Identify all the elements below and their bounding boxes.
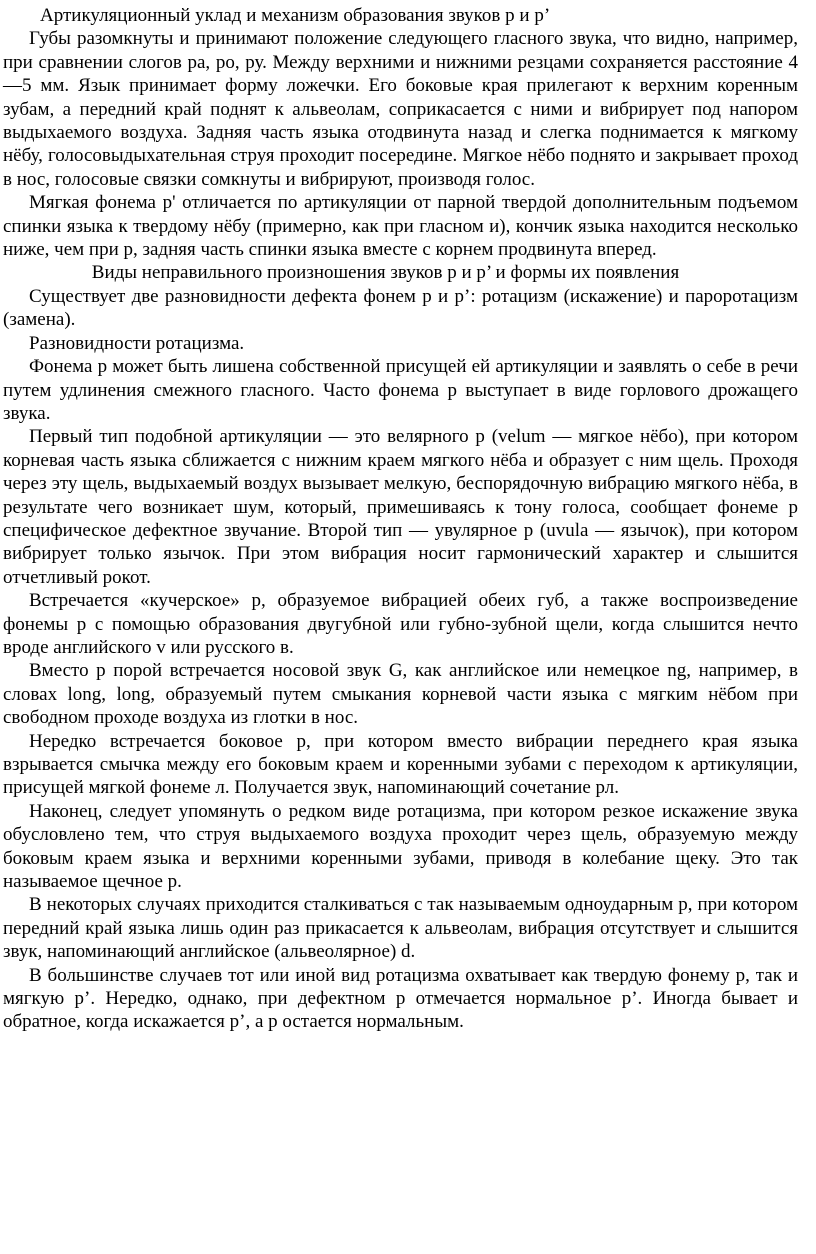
section-subtitle: Виды неправильного произношения звуков р и р’ и формы их появления (91, 262, 680, 284)
paragraph: В некоторых случаях приходится сталкиваться с так называемым одноударным р, при котором передний край языка лишь один раз прикасается к альвеолам, вибрация отсутствует и слышится звук, напоминающий английское (альвеолярное) d. (3, 894, 798, 963)
paragraph: Нередко встречается боковое р, при котором вместо вибрации переднего края языка взрывается смычка между его боковым краем и коренными зубами с переходом к артикуляции, присущей мягкой фонеме л. Получается звук, напоминающий сочетание рл. (3, 730, 798, 799)
paragraph: Существует две разновидности дефекта фонем р и р’: ротацизм (искажение) и пароротацизм (замена). (3, 285, 798, 331)
paragraph: Первый тип подобной артикуляции — это велярного р (velum — мягкое нёбо), при котором корневая часть языка сближается с нижним краем мягкого нёба и образует с ним щель. Проходя через эту щель, выдыхаемый воздух вызывает мелкую, беспорядочную вибрацию мягкого нёба, в результате чего возникает шум, который, примешиваясь к тону голоса, сообщает фонеме р специфическое дефектное звучание. Второй тип — увулярное р (uvula — язычок), при котором вибрирует только язычок. При этом вибрация носит гармонический характер и слышится отчетливый рокот. (3, 426, 798, 588)
section-title: Артикуляционный уклад и механизм образования звуков р и р’ (40, 5, 551, 26)
paragraph: Наконец, следует упомянуть о редком виде ротацизма, при котором резкое искажение звука обусловлено тем, что струя выдыхаемого воздуха проходит через щель, образуемую между боковым краем языка и верхними коренными зубами, приводя в колебание щеку. Это так называемое щечное р. (3, 800, 798, 893)
paragraph: Фонема р может быть лишена собственной присущей ей артикуляции и заявлять о себе в речи путем удлинения смежного гласного. Часто фонема р выступает в виде горлового дрожащего звука. (3, 356, 798, 424)
paragraph: В большинстве случаев тот или иной вид ротацизма охватывает как твердую фонему р, так и мягкую р’. Нередко, однако, при дефектном р отмечается нормальное р’. Иногда бывает и обратное, когда искажается р’, а р остается нормальным. (3, 964, 798, 1033)
paragraph: Губы разомкнуты и принимают положение следующего гласного звука, что видно, например, при сравнении слогов ра, ро, ру. Между верхними и нижними резцами сохраняется расстояние 4—5 мм. Язык принимает форму ложечки. Его боковые края прилегают к верхним коренным зубам, а передний край поднят к альвеолам, соприкасается с ними и вибрирует под напором выдыхаемого воздуха. Задняя часть языка отодвинута назад и слегка поднимается к мягкому нёбу, голосовыдыхательная струя проходит посередине. Мягкое нёбо поднято и закрывает проход в нос, голосовые связки сомкнуты и вибрируют, производя голос. (3, 28, 798, 190)
paragraph: Вместо р порой встречается носовой звук G, как английское или немецкое ng, например, в словах long, long, образуемый путем смыкания корневой части языка с мягким нёбом при свободном проходе воздуха из глотки в нос. (3, 660, 798, 729)
paragraph: Мягкая фонема р' отличается по артикуляции от парной твердой дополнительным подъемом спинки языка к твердому нёбу (примерно, как при гласном и), кончик языка находится несколько ниже, чем при р, задняя часть спинки языка вместе с корнем продвинута вперед. (3, 192, 798, 261)
paragraph: Разновидности ротацизма. (29, 332, 245, 354)
paragraph: Встречается «кучерское» р, образуемое вибрацией обеих губ, а также воспроизведение фонемы р с помощью образования двугубной или губно-зубной щели, когда слышится нечто вроде английского v или русского в. (3, 590, 798, 658)
